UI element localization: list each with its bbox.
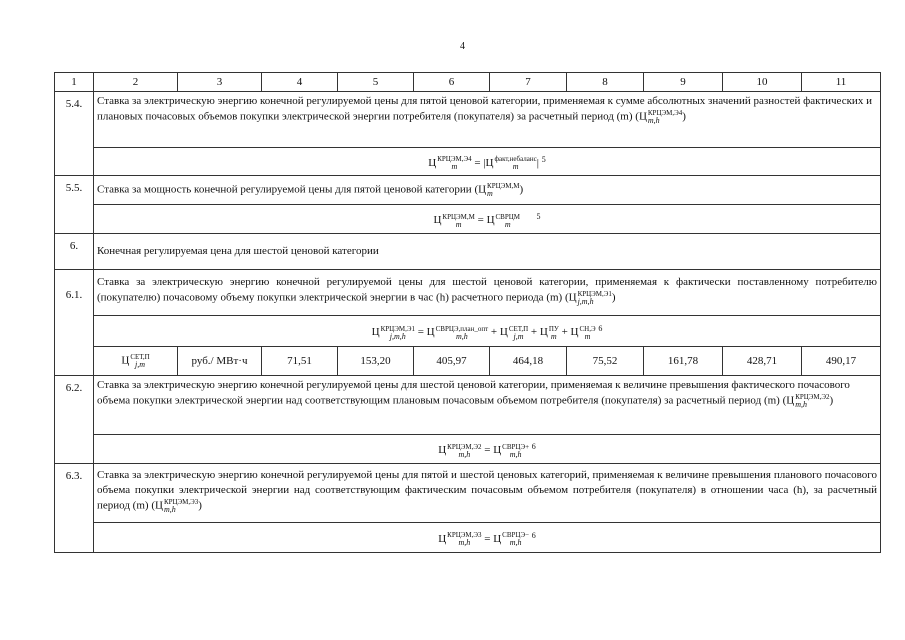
row-6-2 xyxy=(55,376,881,435)
value-cell: 71,51 xyxy=(262,347,338,376)
row-6-1-formula xyxy=(55,316,881,347)
row-number: 6.2. xyxy=(55,376,94,464)
header-col-5: 5 xyxy=(338,73,414,92)
formula: Ц КРЦЭМ,Э4 m = |Ц факт,небаланс m | $^5$ xyxy=(94,148,881,176)
row-description: Ставка за электрическую энергию конечной регулируемой цены для шестой ценовой категории, применяемая к величине превышения фактического почасового объема покупки электрической энергии над соответствующим плановым почасовым объемом потребителя (покупателя) за расчетный период (m) (Ц КРЦЭМ,Э2 m,h ) xyxy=(94,376,881,435)
tariff-table xyxy=(54,72,881,553)
row-description: Ставка за электрическую энергию конечной регулируемой цены для пятой ценовой категории, применяемая к сумме абсолютных значений разностей фактических и плановых почасовых объемов покупки электрической энергии потребителя (покупателя) за расчетный период (m) (Ц КРЦЭМ,Э4 m,h ) xyxy=(94,92,881,148)
value-cell: 153,20 xyxy=(338,347,414,376)
row-number: 6.1. xyxy=(55,270,94,376)
formula: Ц КРЦЭМ,Э3 m,h = Ц СВРЦЭ− m,h $^6$ xyxy=(94,523,881,553)
formula: Ц КРЦЭМ,М m = Ц СВРЦМ m $^5$ xyxy=(94,205,881,234)
row-description: Конечная регулируемая цена для шестой ценовой категории xyxy=(94,234,881,270)
row-number: 6. xyxy=(55,234,94,270)
header-col-10: 10 xyxy=(723,73,802,92)
value-cell: 75,52 xyxy=(567,347,644,376)
row-6 xyxy=(55,234,881,270)
value-cell: 428,71 xyxy=(723,347,802,376)
header-col-8: 8 xyxy=(567,73,644,92)
row-number: 6.3. xyxy=(55,464,94,553)
header-col-9: 9 xyxy=(644,73,723,92)
value-cell: 161,78 xyxy=(644,347,723,376)
row-number: 5.4. xyxy=(55,92,94,176)
row-6-1 xyxy=(55,270,881,316)
formula: Ц КРЦЭМ,Э1 j,m,h = Ц СВРЦЭ,план_опт m,h + Ц СЕТ,П j,m + Ц ПУ m + Ц СН,Э m $^6$ xyxy=(94,316,881,347)
header-col-2: 2 xyxy=(94,73,178,92)
row-number: 5.5. xyxy=(55,176,94,234)
tariff-symbol: Ц СЕТ,П j,m xyxy=(94,347,178,376)
row-6-2-formula xyxy=(55,435,881,464)
row-description: Ставка за мощность конечной регулируемой цены для пятой ценовой категории (Ц КРЦЭМ,М m ) xyxy=(94,176,881,205)
header-col-6: 6 xyxy=(414,73,490,92)
header-col-1: 1 xyxy=(55,73,94,92)
value-cell: 405,97 xyxy=(414,347,490,376)
header-col-7: 7 xyxy=(490,73,567,92)
row-5-5-formula xyxy=(55,205,881,234)
header-col-3: 3 xyxy=(178,73,262,92)
value-cell: 490,17 xyxy=(802,347,881,376)
row-6-3-formula xyxy=(55,523,881,553)
header-col-4: 4 xyxy=(262,73,338,92)
row-description: Ставка за электрическую энергию конечной регулируемой цены для пятой и шестой ценовых категорий, применяемая к величине превышения планового почасового объема покупки электрической энергии над соответствующим фактическим почасовым объемом потребителя (покупателя) в отношении часа (h), за расчетный период (m) (Ц КРЦЭМ,Э3 m,h ) xyxy=(94,464,881,523)
row-6-3 xyxy=(55,464,881,523)
row-5-5 xyxy=(55,176,881,205)
header-col-11: 11 xyxy=(802,73,881,92)
formula: Ц КРЦЭМ,Э2 m,h = Ц СВРЦЭ+ m,h $^6$ xyxy=(94,435,881,464)
row-6-1-values xyxy=(55,347,881,376)
row-5-4-formula xyxy=(55,148,881,176)
value-cell: 464,18 xyxy=(490,347,567,376)
row-5-4 xyxy=(55,92,881,148)
row-description: Ставка за электрическую энергию конечной регулируемой цены для шестой ценовой категории, применяемая к фактически поставленному потребителю (покупателю) почасовому объему покупки электрической энергии в час (h) расчетного периода (m) (Ц КРЦЭМ,Э1 j,m,h ) xyxy=(94,270,881,316)
unit-cell: руб./ МВт·ч xyxy=(178,347,262,376)
page-number: 4 xyxy=(460,41,465,52)
header-row xyxy=(55,73,881,92)
